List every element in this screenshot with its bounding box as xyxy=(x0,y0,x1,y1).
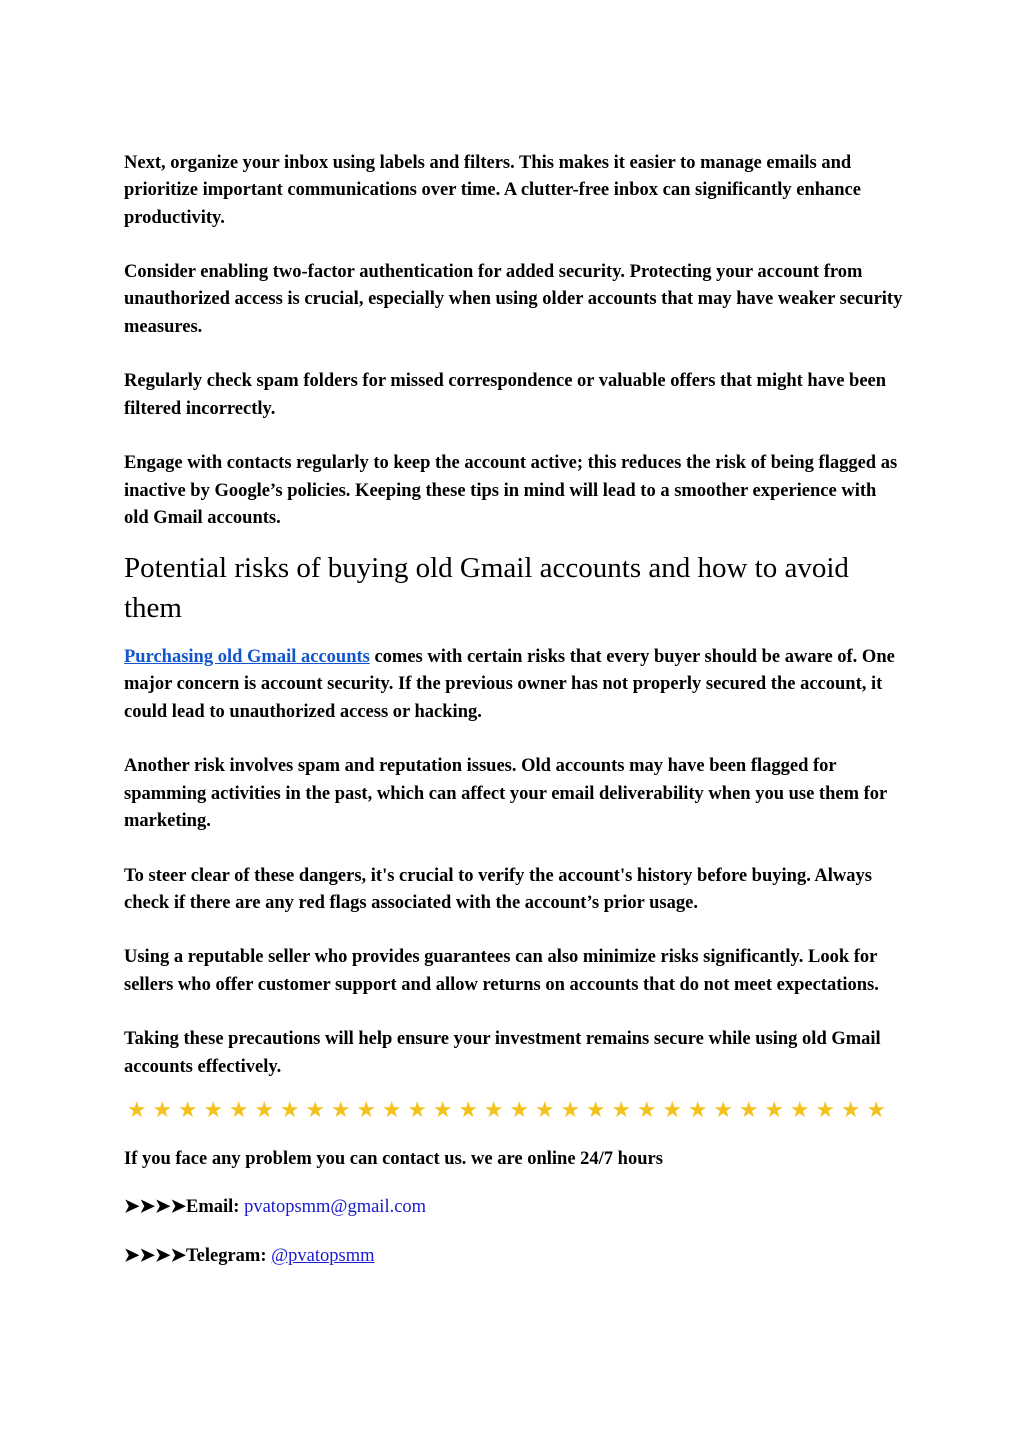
contact-intro: If you face any problem you can contact us. we are online 24/7 hours xyxy=(124,1148,663,1169)
star-icon: ★ xyxy=(407,1097,428,1123)
email-label: Email: xyxy=(186,1197,245,1218)
star-icon: ★ xyxy=(458,1097,479,1123)
star-icon: ★ xyxy=(713,1097,734,1123)
star-icon: ★ xyxy=(152,1097,173,1123)
telegram-line xyxy=(124,1243,904,1270)
star-icon: ★ xyxy=(228,1097,249,1123)
star-icon: ★ xyxy=(560,1097,581,1123)
email-line xyxy=(124,1194,904,1221)
star-icon: ★ xyxy=(585,1097,606,1123)
risk-intro-text: comes with certain risks that every buyer should be aware of. One major concern is account security. If the previous owner has not properly secured the account, it could lead to unauthorized access or hacking. xyxy=(124,647,895,722)
star-icon: ★ xyxy=(738,1097,759,1123)
star-icon: ★ xyxy=(126,1097,147,1123)
star-divider xyxy=(124,1095,904,1126)
star-icon: ★ xyxy=(254,1097,275,1123)
email-link[interactable]: pvatopsmm@gmail.com xyxy=(244,1197,427,1218)
star-icon: ★ xyxy=(789,1097,810,1123)
star-icon: ★ xyxy=(866,1097,887,1123)
telegram-label: Telegram: xyxy=(186,1245,272,1266)
star-icon: ★ xyxy=(687,1097,708,1123)
paragraph-precautions: Taking these precautions will help ensure your investment remains secure while using old Gmail accounts effectively. xyxy=(124,1029,881,1077)
paragraph-two-factor: Consider enabling two-factor authentication for added security. Protecting your account from unauthorized access is crucial, especially when using older accounts that may have weaker security measures. xyxy=(124,262,903,337)
arrow-icons: ➤➤➤➤ xyxy=(124,1245,187,1266)
star-icon: ★ xyxy=(611,1097,632,1123)
star-icon: ★ xyxy=(330,1097,351,1123)
paragraph-verify-history: To steer clear of these dangers, it's crucial to verify the account's history before buying. Always check if there are any red flags associated with the account’s prior usage. xyxy=(124,865,872,913)
telegram-link[interactable]: @pvatopsmm xyxy=(271,1245,375,1266)
paragraph-organize-inbox: Next, organize your inbox using labels and filters. This makes it easier to manage emails and prioritize important communications over time. A clutter-free inbox can significantly enhance productivity. xyxy=(124,153,861,228)
star-icon: ★ xyxy=(356,1097,377,1123)
star-icon: ★ xyxy=(636,1097,657,1123)
arrow-icons: ➤➤➤➤ xyxy=(124,1197,187,1218)
star-icon: ★ xyxy=(840,1097,861,1123)
star-icon: ★ xyxy=(381,1097,402,1123)
star-icon: ★ xyxy=(432,1097,453,1123)
star-icon: ★ xyxy=(815,1097,836,1123)
star-icon: ★ xyxy=(203,1097,224,1123)
paragraph-spam-reputation: Another risk involves spam and reputation issues. Old accounts may have been flagged for spamming activities in the past, which can affect your email deliverability when you use them for marketing. xyxy=(124,756,887,831)
paragraph-risk-intro xyxy=(124,644,904,726)
paragraph-reputable-seller: Using a reputable seller who provides guarantees can also minimize risks significantly. Look for sellers who offer customer support and allow returns on accounts that do not meet expectations. xyxy=(124,947,879,995)
paragraph-engage-contacts: Engage with contacts regularly to keep the account active; this reduces the risk of being flagged as inactive by Google’s policies. Keeping these tips in mind will lead to a smoother experience with old Gmail accounts. xyxy=(124,453,898,528)
star-icon: ★ xyxy=(279,1097,300,1123)
star-icon: ★ xyxy=(483,1097,504,1123)
star-icon: ★ xyxy=(764,1097,785,1123)
paragraph-spam-folders: Regularly check spam folders for missed correspondence or valuable offers that might have been filtered incorrectly. xyxy=(124,371,887,419)
purchasing-old-gmail-link[interactable]: Purchasing old Gmail accounts xyxy=(124,647,370,668)
star-icon: ★ xyxy=(177,1097,198,1123)
star-icon: ★ xyxy=(662,1097,683,1123)
star-icon: ★ xyxy=(509,1097,530,1123)
document-page xyxy=(124,150,904,1270)
star-icon: ★ xyxy=(534,1097,555,1123)
section-heading-risks: Potential risks of buying old Gmail accounts and how to avoid them xyxy=(124,552,849,625)
star-icon: ★ xyxy=(305,1097,326,1123)
